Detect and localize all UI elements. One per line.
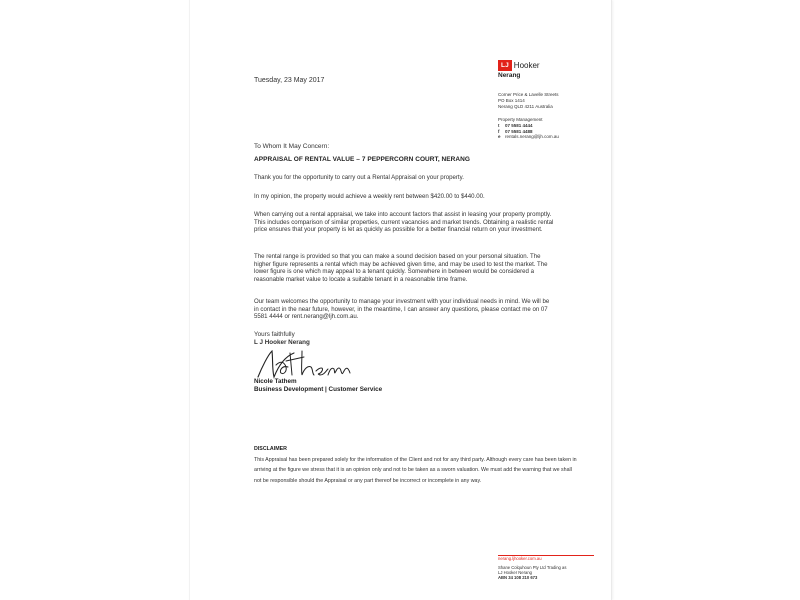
paragraph-contact: Our team welcomes the opportunity to manage your investment with your individual needs in mind. We will be in contact in the near future, however, in the meantime, I can answer any questions, please contact me on 07 5581 4444 or rent.nerang@ljh.com.au. [254, 298, 550, 321]
footer-entity [498, 565, 566, 580]
fax-label: f [498, 128, 500, 134]
email-address: rentals.nerang@ljh.com.au [505, 134, 559, 140]
disclaimer-text: This Appraisal has been prepared solely for the information of the Client and not for any third party. Although every care has been taken in arriving at the figure we stress that it is an opinion only and not to be taken as a sworn valuation. We must add the warning that we shall not be responsible should the Appraisal or any part thereof be incorrect or incomplete in any way. [254, 457, 577, 484]
office-contact [498, 117, 559, 140]
letter-heading: APPRAISAL OF RENTAL VALUE – 7 PEPPERCORN COURT, NERANG [254, 156, 471, 163]
fax-number: 07 5581 4488 [505, 128, 533, 134]
footer-entity-line: LJ Hooker Nerang [498, 570, 532, 575]
paragraph-intro: Thank you for the opportunity to carry out a Rental Appraisal on your property. [254, 174, 464, 181]
contact-dept: Property Management [498, 117, 543, 122]
signer-block [254, 378, 382, 394]
address-line: Corner Price & Lavelle Streets [498, 92, 559, 97]
footer-abn: ABN 34 108 210 673 [498, 575, 538, 580]
logo-brand-word: Hooker [513, 61, 540, 70]
logo-brand-box: LJ [498, 60, 512, 71]
lj-hooker-logo [498, 60, 540, 71]
signer-name: Nicole Tathem [254, 378, 297, 385]
paragraph-rent-range: In my opinion, the property would achieve a weekly rent between $420.00 to $440.00. [254, 193, 485, 200]
letter-date: Tuesday, 23 May 2017 [254, 77, 325, 84]
firm-name: L J Hooker Nerang [254, 339, 310, 346]
footer-website: nerang.ljhooker.com.au [498, 556, 542, 561]
email-label: e [498, 134, 501, 140]
phone-label: t [498, 122, 500, 128]
disclaimer-title: DISCLAIMER [254, 446, 287, 452]
office-name: Nerang [498, 72, 521, 79]
office-address [498, 92, 559, 109]
closing-phrase: Yours faithfully [254, 331, 295, 338]
salutation: To Whom It May Concern: [254, 143, 330, 150]
footer-entity-line: Shane Colquhoun Pty Ltd Trading as [498, 565, 567, 570]
phone-number: 07 5581 4444 [505, 122, 533, 128]
address-line: Nerang QLD 4211 Australia [498, 103, 553, 109]
signer-title: Business Development | Customer Service [254, 386, 383, 393]
address-line: PO Box 1414 [498, 97, 525, 103]
paragraph-factors: When carrying out a rental appraisal, we take into account factors that assist in leasing your property promptly. This includes comparison of similar properties, current vacancies and market trends. Obtaining a realistic rental price ensures that your property is let as quickly as possible for a better financial return on your investment. [254, 211, 554, 234]
paragraph-range-explanation: The rental range is provided so that you can make a sound decision based on your personal situation. The higher figure represents a rental which may be achieved given time, and may be used to test the market. The lower figure is one which may appeal to a tenant quickly. Somewhere in between would be considered a reasonable market value to locate a suitable tenant in a reasonable time frame. [254, 253, 548, 283]
letter-page [189, 0, 612, 600]
